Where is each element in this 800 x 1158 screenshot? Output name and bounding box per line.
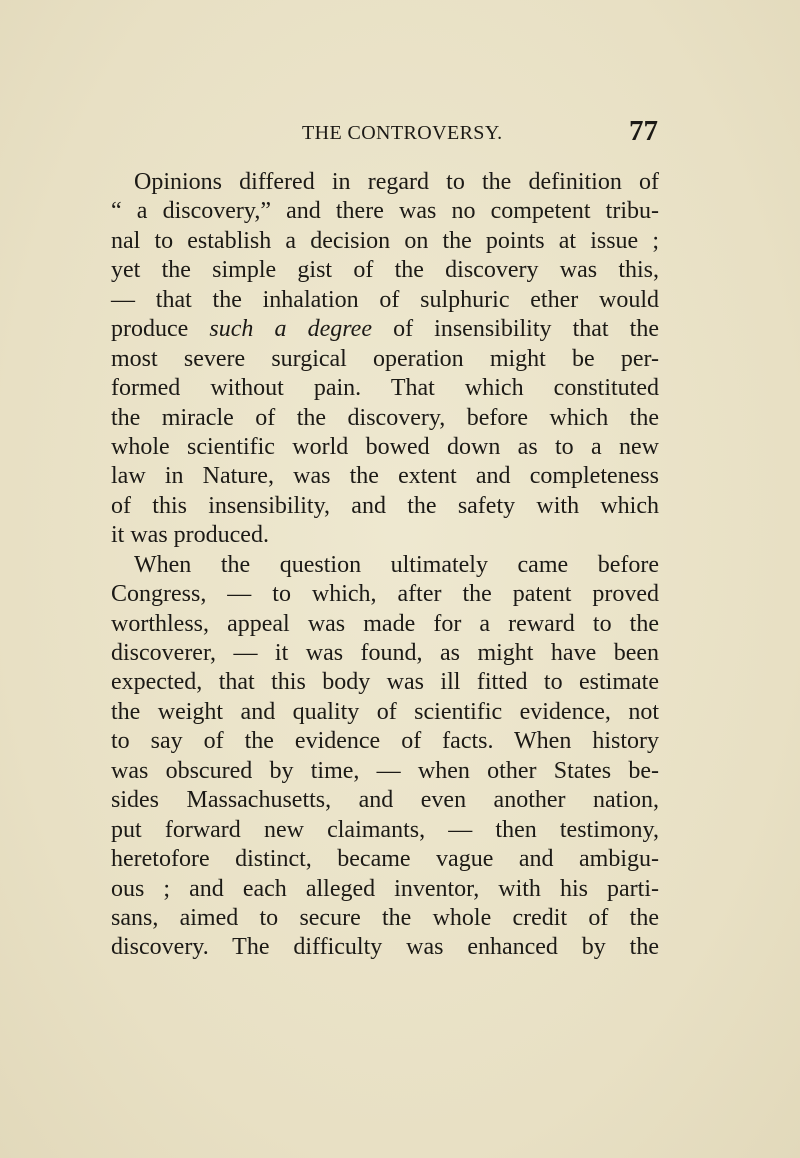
text-line: was obscured by time, — when other States be-: [111, 757, 659, 784]
text-line: discoverer, — it was found, as might have been: [111, 640, 659, 666]
text-line: heretofore distinct, became vague and ambigu-: [111, 846, 659, 873]
running-title: THE CONTROVERSY.: [302, 122, 503, 144]
text-segment: produce: [111, 316, 210, 343]
text-line: nal to establish a decision on the points at issue ;: [111, 227, 659, 254]
text-line: most severe surgical operation might be per-: [111, 345, 659, 372]
text-line: — that the inhalation of sulphuric ether would: [111, 286, 659, 313]
text-line: put forward new claimants, — then testimony,: [111, 816, 659, 843]
text-line: law in Nature, was the extent and completeness: [111, 463, 659, 490]
text-line: it was produced.: [111, 522, 269, 549]
text-segment: of insensibility that the: [371, 316, 659, 343]
text-line: to say of the evidence of facts. When history: [111, 728, 659, 755]
text-line: formed without pain. That which constituted: [111, 375, 659, 402]
body-text: [111, 168, 659, 963]
text-line: ous ; and each alleged inventor, with his parti-: [111, 875, 659, 902]
emphasis-text: such a degree: [209, 316, 372, 343]
text-line: Opinions differed in regard to the definition of: [134, 169, 659, 195]
text-line: worthless, appeal was made for a reward to the: [111, 610, 659, 637]
text-line: whole scientific world bowed down as to a new: [111, 433, 659, 460]
page-number: 77: [629, 115, 658, 147]
text-line: “ a discovery,” and there was no competent tribu-: [111, 198, 659, 225]
text-line: the miracle of the discovery, before which the: [111, 404, 659, 431]
text-line: yet the simple gist of the discovery was this,: [111, 257, 659, 284]
text-line: of this insensibility, and the safety with which: [111, 492, 659, 519]
text-line: sides Massachusetts, and even another nation,: [111, 787, 659, 814]
text-line: expected, that this body was ill fitted to estimate: [111, 669, 659, 696]
text-line: When the question ultimately came before: [134, 551, 659, 578]
text-line: [111, 315, 659, 344]
text-line: the weight and quality of scientific evidence, not: [111, 698, 659, 725]
running-head: [302, 115, 658, 148]
text-line: sans, aimed to secure the whole credit of the: [111, 904, 659, 931]
text-line: Congress, — to which, after the patent proved: [111, 581, 659, 608]
text-line: discovery. The difficulty was enhanced by the: [111, 934, 659, 961]
